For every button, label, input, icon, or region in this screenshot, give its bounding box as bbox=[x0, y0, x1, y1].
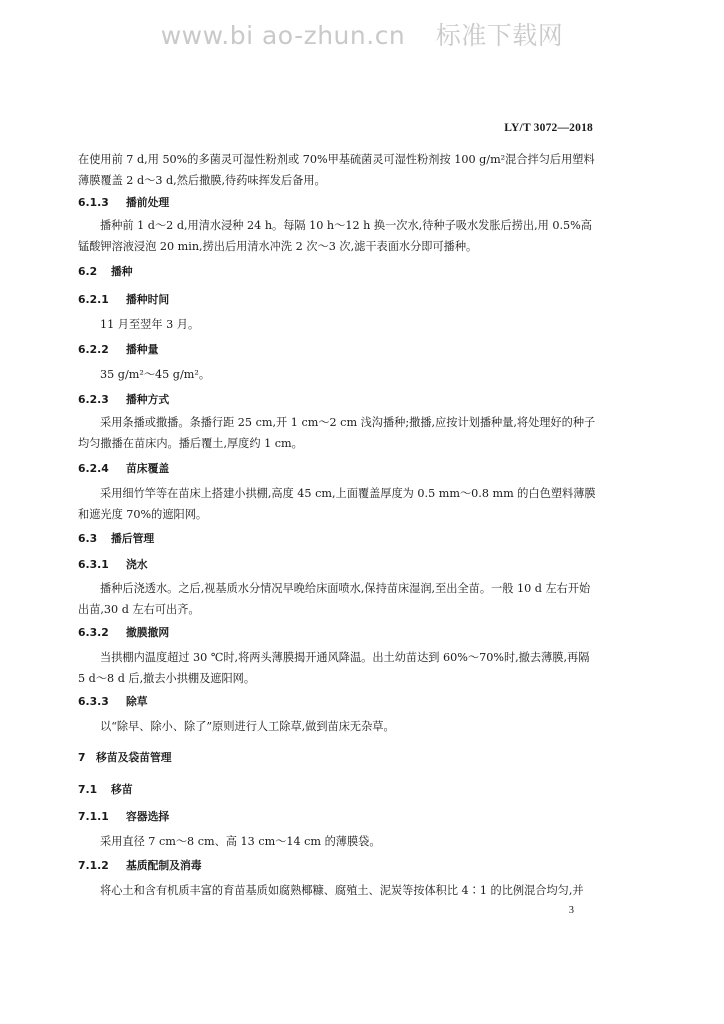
section-text-7-1-2: 将心土和含有机质丰富的育苗基质如腐熟椰糠、腐殖土、泥炭等按体积比 4∶1 的比例混合均匀,并 bbox=[100, 884, 584, 897]
section-text-6-3-1: 播种后浇透水。之后,视基质水分情况早晚给床面喷水,保持苗床湿润,至出全苗。一般 10 d 左右开始出苗,30 d 左右可出齐。 bbox=[78, 582, 591, 616]
section-title: 撤膜撤网 bbox=[126, 626, 170, 639]
document-number: LY/T 3072—2018 bbox=[504, 122, 593, 134]
section-number: 6.3.3 bbox=[78, 695, 109, 708]
section-title: 播种方式 bbox=[126, 393, 170, 406]
section-number: 6.2.3 bbox=[78, 393, 109, 406]
section-text-6-2-2: 35 g/m²～45 g/m²。 bbox=[100, 368, 211, 381]
section-heading-6-2-3 bbox=[78, 392, 169, 407]
section-number: 6.2 bbox=[78, 265, 98, 278]
section-title: 苗床覆盖 bbox=[126, 462, 170, 475]
section-title: 播种量 bbox=[126, 343, 159, 356]
section-number: 7.1 bbox=[78, 783, 98, 796]
section-heading-6-3-2 bbox=[78, 625, 169, 640]
section-heading-6-3 bbox=[78, 531, 154, 546]
section-title: 播后管理 bbox=[111, 532, 155, 545]
intro-paragraph: 在使用前 7 d,用 50%的多菌灵可湿性粉剂或 70%甲基硫菌灵可湿性粉剂按 100 g/m²混合拌匀后用塑料薄膜覆盖 2 d～3 d,然后撒膜,待药味挥发后备用。 bbox=[78, 153, 595, 187]
section-text-7-1-1: 采用直径 7 cm～8 cm、高 13 cm～14 cm 的薄膜袋。 bbox=[100, 835, 381, 848]
section-text-6-3-2: 当拱棚内温度超过 30 ℃时,将两头薄膜揭开通风降温。出土幼苗达到 60%～70%时,撤去薄膜,再隔 5 d～8 d 后,撤去小拱棚及遮阳网。 bbox=[78, 651, 590, 685]
section-number: 6.3 bbox=[78, 532, 98, 545]
section-heading-6-3-1 bbox=[78, 557, 148, 572]
watermark-name: 标准下载网 bbox=[435, 21, 564, 50]
section-number: 6.2.2 bbox=[78, 343, 109, 356]
section-title: 播种时间 bbox=[126, 293, 170, 306]
section-text-6-2-4: 采用细竹竿等在苗床上搭建小拱棚,高度 45 cm,上面覆盖厚度为 0.5 mm～0.8 mm 的白色塑料薄膜和遮光度 70%的遮阳网。 bbox=[78, 487, 596, 521]
section-text-6-3-3: 以“除早、除小、除了”原则进行人工除草,做到苗床无杂草。 bbox=[100, 720, 395, 733]
section-number: 6.2.1 bbox=[78, 293, 109, 306]
watermark bbox=[0, 16, 724, 52]
section-heading-6-2-4 bbox=[78, 461, 169, 476]
section-text-6-1-3: 播种前 1 d～2 d,用清水浸种 24 h。每隔 10 h～12 h 换一次水,待种子吸水发胀后捞出,用 0.5%高锰酸钾溶液浸泡 20 min,捞出后用清水冲洗 2 次～3 次,滤干表面水分即可播种。 bbox=[78, 219, 592, 253]
section-number: 7.1.1 bbox=[78, 810, 109, 823]
section-title: 浇水 bbox=[126, 558, 148, 571]
section-title: 播种 bbox=[111, 265, 133, 278]
section-title: 基质配制及消毒 bbox=[126, 859, 202, 872]
section-title: 移苗及袋苗管理 bbox=[96, 751, 172, 764]
section-number: 6.1.3 bbox=[78, 196, 109, 209]
section-number: 7.1.2 bbox=[78, 859, 109, 872]
section-heading-7-1 bbox=[78, 782, 133, 797]
section-heading-7 bbox=[78, 750, 172, 765]
section-number: 7 bbox=[78, 751, 86, 764]
section-heading-7-1-1 bbox=[78, 809, 169, 824]
section-number: 6.2.4 bbox=[78, 462, 109, 475]
watermark-site: www.bi ao-zhun.cn bbox=[160, 21, 406, 50]
section-title: 播前处理 bbox=[126, 196, 170, 209]
section-heading-6-1-3 bbox=[78, 195, 169, 210]
section-heading-6-3-3 bbox=[78, 694, 148, 709]
section-text-6-2-3: 采用条播或撒播。条播行距 25 cm,开 1 cm～2 cm 浅沟播种;撒播,应按计划播种量,将处理好的种子均匀撒播在苗床内。播后覆土,厚度约 1 cm。 bbox=[78, 416, 596, 450]
section-heading-7-1-2 bbox=[78, 858, 202, 873]
section-heading-6-2-1 bbox=[78, 292, 169, 307]
section-heading-6-2-2 bbox=[78, 342, 158, 357]
section-title: 除草 bbox=[126, 695, 148, 708]
section-number: 6.3.2 bbox=[78, 626, 109, 639]
section-heading-6-2 bbox=[78, 264, 133, 279]
section-number: 6.3.1 bbox=[78, 558, 109, 571]
section-title: 移苗 bbox=[111, 783, 133, 796]
page-number: 3 bbox=[568, 905, 574, 916]
section-title: 容器选择 bbox=[126, 810, 170, 823]
section-text-6-2-1: 11 月至翌年 3 月。 bbox=[100, 318, 200, 331]
